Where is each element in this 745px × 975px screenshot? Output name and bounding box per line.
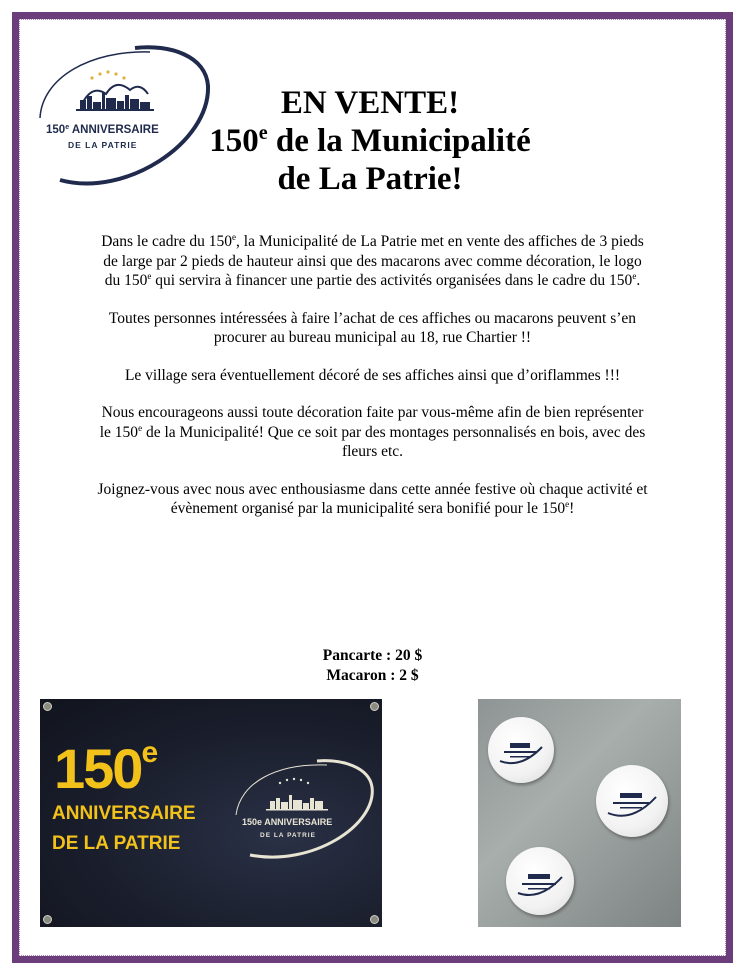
button-badge	[488, 717, 554, 783]
svg-text:150e ANNIVERSAIRE: 150e ANNIVERSAIRE	[46, 124, 159, 136]
svg-text:DE LA PATRIE: DE LA PATRIE	[68, 140, 138, 150]
paragraph-5: Joignez-vous avec nous avec enthousiasme dans cette année festive où chaque activité et évènement organisé par la municipalité sera bonifié pour le 150e!	[97, 480, 648, 517]
button-badge	[506, 847, 574, 915]
svg-text:DE LA PATRIE: DE LA PATRIE	[260, 832, 316, 839]
sign-big-number: 150e	[54, 736, 157, 800]
price-pancarte: Pancarte : 20 $	[322, 647, 423, 664]
grommet-icon	[370, 702, 379, 711]
title-line-3: de La Patrie!	[277, 161, 463, 197]
price-macaron: Macaron : 2 $	[326, 667, 419, 684]
buttons-photo	[478, 699, 681, 927]
stars-icon	[90, 70, 125, 79]
body-text	[95, 232, 650, 537]
sign-line-2: ANNIVERSAIRE	[52, 803, 196, 824]
paragraph-2: Toutes personnes intéressées à faire l’achat de ces affiches ou macarons peuvent s’en procurer au bureau municipal au 18, rue Chartier !!	[108, 309, 637, 346]
sign-photo	[40, 699, 382, 927]
page-title	[160, 84, 580, 198]
prices	[240, 646, 505, 686]
paragraph-1: Dans le cadre du 150e, la Municipalité de La Patrie met en vente des affiches de 3 pieds de large par 2 pieds de hauteur ainsi que des macarons avec comme décoration, le logo du 150e qui servira à financer une partie des activités organisées dans le cadre du 150e.	[101, 232, 644, 289]
grommet-icon	[43, 702, 52, 711]
title-line-1: EN VENTE!	[280, 85, 460, 121]
title-line-2: 150e de la Municipalité	[209, 122, 531, 159]
sign-line-3: DE LA PATRIE	[52, 833, 181, 854]
sign-logo	[232, 755, 382, 865]
grommet-icon	[43, 915, 52, 924]
paragraph-3: Le village sera éventuellement décoré de ses affiches ainsi que d’oriflammes !!!	[124, 366, 621, 384]
button-badge	[596, 765, 668, 837]
paragraph-4: Nous encourageons aussi toute décoration faite par vous-même afin de bien représenter le 150e de la Municipalité! Que ce soit par des montages personnalisés en bois, avec des fleurs etc.	[99, 404, 646, 460]
svg-text:150e ANNIVERSAIRE: 150e ANNIVERSAIRE	[242, 817, 333, 827]
grommet-icon	[370, 915, 379, 924]
